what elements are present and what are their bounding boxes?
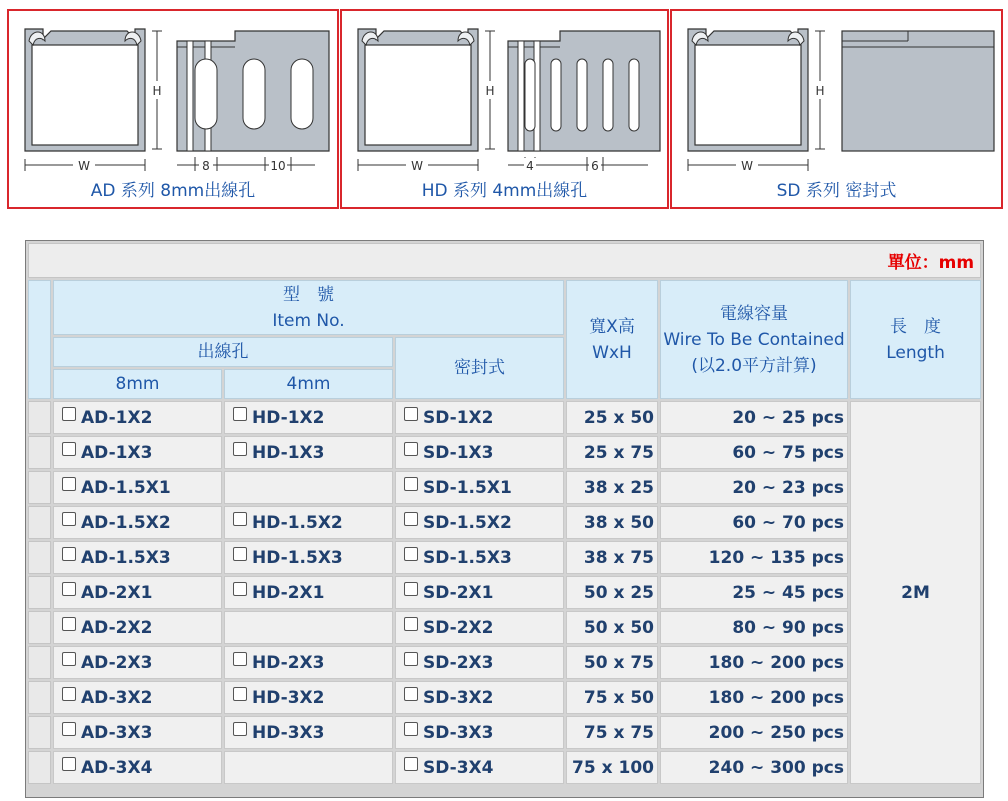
row-blank-cell [28, 576, 51, 609]
header-8mm: 8mm [53, 369, 222, 399]
ad-series-box [7, 9, 339, 209]
sd-model-cell [395, 716, 564, 749]
row-blank-cell [28, 611, 51, 644]
ad-model-cell [53, 646, 222, 679]
sd-model-checkbox[interactable] [404, 547, 418, 561]
table-row [28, 611, 981, 644]
hd-model-cell [224, 401, 393, 434]
ad-model-label: AD-2X2 [81, 618, 153, 638]
hd-series-caption: HD 系列 4mm出線孔 [421, 181, 588, 201]
ad-model-checkbox[interactable] [62, 582, 76, 596]
sd-model-cell [395, 646, 564, 679]
header-wire [660, 280, 848, 399]
size-cell: 75 x 75 [566, 716, 658, 749]
header-length-zh: 長 度 [890, 316, 942, 337]
hd-gap-label-2: 6 [591, 159, 599, 173]
ad-model-cell [53, 716, 222, 749]
row-blank-cell [28, 401, 51, 434]
ad-w-label: W [78, 159, 90, 173]
hd-model-cell [224, 716, 393, 749]
ad-gap-label-1: 8 [202, 159, 210, 173]
hd-model-cell [224, 506, 393, 539]
header-length-en: Length [886, 342, 945, 363]
ad-model-checkbox[interactable] [62, 617, 76, 631]
sd-model-checkbox[interactable] [404, 442, 418, 456]
sd-model-checkbox[interactable] [404, 687, 418, 701]
sd-model-checkbox[interactable] [404, 652, 418, 666]
hd-model-label: HD-3X3 [252, 723, 325, 743]
sd-series-diagram [678, 19, 998, 179]
table-row [28, 401, 981, 434]
table-row [28, 576, 981, 609]
hd-model-cell [224, 541, 393, 574]
hd-model-label: HD-2X1 [252, 583, 325, 603]
ad-model-cell [53, 576, 222, 609]
row-blank-cell [28, 751, 51, 784]
table-row [28, 716, 981, 749]
sd-model-checkbox[interactable] [404, 617, 418, 631]
table-row [28, 436, 981, 469]
hd-w-label: W [411, 159, 423, 173]
ad-model-cell [53, 436, 222, 469]
sd-model-cell [395, 751, 564, 784]
hd-model-cell [224, 611, 393, 644]
hd-model-checkbox[interactable] [233, 512, 247, 526]
ad-model-checkbox[interactable] [62, 757, 76, 771]
wire-capacity-cell: 80 ~ 90 pcs [660, 611, 848, 644]
length-cell: 2M [850, 401, 981, 784]
header-size-zh: 寬X高 [589, 316, 635, 337]
sd-model-label: SD-1X3 [423, 443, 494, 463]
hd-series-diagram [348, 19, 664, 179]
ad-model-cell [53, 471, 222, 504]
hd-model-label: HD-1X3 [252, 443, 325, 463]
ad-model-cell [53, 506, 222, 539]
header-4mm: 4mm [224, 369, 393, 399]
size-cell: 50 x 75 [566, 646, 658, 679]
sd-model-label: SD-2X2 [423, 618, 494, 638]
hd-model-label: HD-1.5X2 [252, 513, 343, 533]
ad-model-checkbox[interactable] [62, 547, 76, 561]
table-row [28, 471, 981, 504]
ad-model-label: AD-2X1 [81, 583, 153, 603]
sd-model-label: SD-3X4 [423, 758, 494, 778]
table-row [28, 681, 981, 714]
sd-model-checkbox[interactable] [404, 477, 418, 491]
unit-label: 單位：mm [28, 243, 981, 278]
sd-model-label: SD-1.5X1 [423, 478, 512, 498]
size-cell: 50 x 50 [566, 611, 658, 644]
row-blank-cell [28, 681, 51, 714]
header-size [566, 280, 658, 399]
sd-h-label: H [815, 84, 825, 98]
size-cell: 38 x 25 [566, 471, 658, 504]
ad-model-cell [53, 541, 222, 574]
header-item-no [53, 280, 564, 335]
sd-model-label: SD-3X2 [423, 688, 494, 708]
header-sealed: 密封式 [395, 337, 564, 399]
ad-model-cell [53, 751, 222, 784]
wire-capacity-cell: 20 ~ 25 pcs [660, 401, 848, 434]
sd-model-label: SD-3X3 [423, 723, 494, 743]
size-cell: 38 x 50 [566, 506, 658, 539]
wire-capacity-cell: 25 ~ 45 pcs [660, 576, 848, 609]
sd-model-cell [395, 576, 564, 609]
sd-model-cell [395, 506, 564, 539]
ad-model-checkbox[interactable] [62, 722, 76, 736]
header-wire-en: Wire To Be Contained [663, 329, 845, 350]
hd-model-label: HD-2X3 [252, 653, 325, 673]
wire-capacity-cell: 20 ~ 23 pcs [660, 471, 848, 504]
sd-model-cell [395, 681, 564, 714]
sd-model-label: SD-1.5X3 [423, 548, 512, 568]
hd-model-cell [224, 646, 393, 679]
hd-model-cell [224, 436, 393, 469]
ad-model-checkbox[interactable] [62, 512, 76, 526]
ad-model-label: AD-1.5X2 [81, 513, 171, 533]
wire-capacity-cell: 180 ~ 200 pcs [660, 646, 848, 679]
sd-model-cell [395, 401, 564, 434]
ad-model-label: AD-3X2 [81, 688, 153, 708]
ad-model-checkbox[interactable] [62, 477, 76, 491]
spec-table [26, 241, 983, 786]
sd-model-cell [395, 541, 564, 574]
header-length [850, 280, 981, 399]
ad-model-cell [53, 611, 222, 644]
hd-model-checkbox[interactable] [233, 687, 247, 701]
table-row [28, 751, 981, 784]
hd-series-box [340, 9, 669, 209]
sd-model-checkbox[interactable] [404, 722, 418, 736]
ad-model-checkbox[interactable] [62, 407, 76, 421]
hd-model-cell [224, 681, 393, 714]
size-cell: 25 x 50 [566, 401, 658, 434]
table-row [28, 506, 981, 539]
series-diagrams [7, 9, 1003, 213]
row-blank-cell [28, 436, 51, 469]
wire-capacity-cell: 200 ~ 250 pcs [660, 716, 848, 749]
sd-model-checkbox[interactable] [404, 407, 418, 421]
table-row [28, 541, 981, 574]
hd-model-checkbox[interactable] [233, 582, 247, 596]
hd-model-cell [224, 576, 393, 609]
row-blank-cell [28, 716, 51, 749]
ad-model-checkbox[interactable] [62, 687, 76, 701]
row-blank-cell [28, 471, 51, 504]
hd-model-checkbox[interactable] [233, 547, 247, 561]
header-outlet: 出線孔 [53, 337, 393, 367]
sd-model-label: SD-1.5X2 [423, 513, 512, 533]
size-cell: 75 x 50 [566, 681, 658, 714]
ad-model-label: AD-1.5X1 [81, 478, 171, 498]
sd-model-checkbox[interactable] [404, 757, 418, 771]
ad-model-label: AD-1.5X3 [81, 548, 171, 568]
hd-model-label: HD-1.5X3 [252, 548, 343, 568]
header-size-en: WxH [592, 342, 632, 363]
ad-h-label: H [152, 84, 162, 98]
table-row [28, 646, 981, 679]
wire-capacity-cell: 60 ~ 70 pcs [660, 506, 848, 539]
sd-model-cell [395, 611, 564, 644]
wire-capacity-cell: 240 ~ 300 pcs [660, 751, 848, 784]
spec-table-frame [25, 240, 984, 798]
row-blank-cell [28, 541, 51, 574]
ad-model-label: AD-3X3 [81, 723, 153, 743]
sd-model-label: SD-2X3 [423, 653, 494, 673]
sd-model-label: SD-1X2 [423, 408, 494, 428]
hd-model-cell [224, 751, 393, 784]
size-cell: 50 x 25 [566, 576, 658, 609]
ad-model-cell [53, 681, 222, 714]
hd-model-label: HD-1X2 [252, 408, 325, 428]
hd-model-checkbox[interactable] [233, 442, 247, 456]
row-blank-cell [28, 646, 51, 679]
wire-capacity-cell: 60 ~ 75 pcs [660, 436, 848, 469]
ad-model-label: AD-2X3 [81, 653, 153, 673]
sd-series-box [670, 9, 1003, 209]
ad-series-diagram [15, 19, 333, 179]
hd-model-label: HD-3X2 [252, 688, 325, 708]
header-item-zh: 型 號 [283, 284, 334, 305]
sd-w-label: W [741, 159, 753, 173]
header-item-en: Item No. [272, 310, 345, 331]
wire-capacity-cell: 120 ~ 135 pcs [660, 541, 848, 574]
size-cell: 25 x 75 [566, 436, 658, 469]
wire-capacity-cell: 180 ~ 200 pcs [660, 681, 848, 714]
hd-gap-label-1: 4 [526, 159, 534, 173]
sd-model-label: SD-2X1 [423, 583, 494, 603]
size-cell: 38 x 75 [566, 541, 658, 574]
ad-model-label: AD-1X3 [81, 443, 153, 463]
sd-series-caption: SD 系列 密封式 [776, 181, 897, 201]
sd-model-cell [395, 436, 564, 469]
sd-model-cell [395, 471, 564, 504]
sd-model-checkbox[interactable] [404, 582, 418, 596]
header-wire-zh: 電線容量 [720, 303, 788, 324]
header-wire-note: (以2.0平方計算) [691, 355, 817, 376]
row-blank-cell [28, 506, 51, 539]
hd-model-checkbox[interactable] [233, 722, 247, 736]
ad-model-checkbox[interactable] [62, 652, 76, 666]
hd-model-cell [224, 471, 393, 504]
sd-model-checkbox[interactable] [404, 512, 418, 526]
ad-model-checkbox[interactable] [62, 442, 76, 456]
hd-model-checkbox[interactable] [233, 407, 247, 421]
hd-model-checkbox[interactable] [233, 652, 247, 666]
hd-h-label: H [485, 84, 495, 98]
ad-model-label: AD-1X2 [81, 408, 153, 428]
ad-model-cell [53, 401, 222, 434]
ad-model-label: AD-3X4 [81, 758, 153, 778]
header-blank [28, 280, 51, 399]
size-cell: 75 x 100 [566, 751, 658, 784]
ad-series-caption: AD 系列 8mm出線孔 [90, 181, 256, 201]
ad-gap-label-2: 10 [270, 159, 286, 173]
